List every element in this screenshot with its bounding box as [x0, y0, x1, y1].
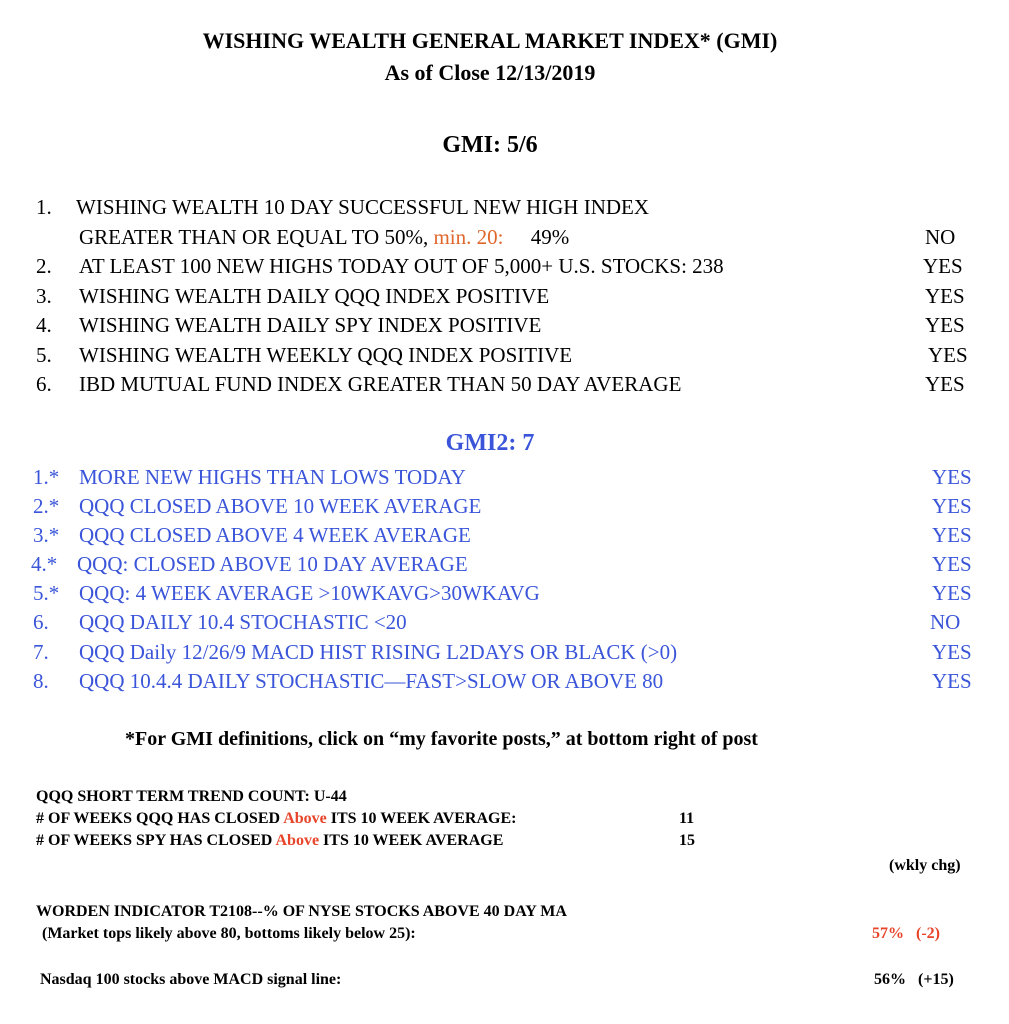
spy-weeks-label: # OF WEEKS SPY HAS CLOSED [36, 832, 273, 849]
gmi-item-1-num: 1. [36, 195, 52, 219]
gmi2-item-2-status: YES [932, 494, 972, 518]
gmi-item-4-status: YES [925, 313, 965, 337]
gmi-item-5-text: WISHING WEALTH WEEKLY QQQ INDEX POSITIVE [79, 343, 573, 367]
gmi2-item-4-text: QQQ: CLOSED ABOVE 10 DAY AVERAGE [77, 552, 468, 576]
nasdaq-macd-value [874, 971, 954, 989]
nasdaq-change: (+15) [918, 971, 954, 988]
gmi2-item-7-status: YES [932, 640, 972, 664]
gmi-item-3-num: 3. [36, 284, 52, 308]
gmi-item-6-status: YES [925, 372, 965, 396]
qqq-weeks-label-2: ITS 10 WEEK AVERAGE: [330, 810, 517, 827]
gmi-item-3-status: YES [925, 284, 965, 308]
qqq-weeks-line [36, 810, 516, 828]
gmi2-item-8-text: QQQ 10.4.4 DAILY STOCHASTIC—FAST>SLOW OR ABOVE 80 [79, 669, 664, 693]
weekly-change-header: (wkly chg) [889, 857, 961, 874]
worden-value [872, 925, 940, 943]
gmi2-item-6-status: NO [930, 610, 961, 634]
gmi2-item-3-num: 3.* [33, 523, 60, 547]
trend-count: QQQ SHORT TERM TREND COUNT: U-44 [36, 788, 347, 805]
nasdaq-percent: 56% [874, 971, 906, 988]
gmi-item-5-num: 5. [36, 343, 52, 367]
gmi-item-2-status: YES [923, 254, 963, 278]
gmi2-heading: GMI2: 7 [445, 430, 535, 456]
worden-indicator-note: (Market tops likely above 80, bottoms likely below 25): [42, 925, 416, 942]
gmi2-item-6-num: 6. [33, 610, 49, 634]
gmi2-item-4-status: YES [932, 552, 972, 576]
worden-percent: 57% [872, 925, 904, 942]
gmi2-item-2-num: 2.* [33, 494, 60, 518]
gmi-item-5-status: YES [928, 343, 968, 367]
gmi2-item-5-num: 5.* [33, 581, 60, 605]
qqq-weeks-label: # OF WEEKS QQQ HAS CLOSED [36, 810, 281, 827]
gmi2-item-7-text: QQQ Daily 12/26/9 MACD HIST RISING L2DAYS OR BLACK (>0) [79, 640, 678, 664]
gmi-item-1-min: min. 20: [433, 225, 504, 249]
gmi2-item-5-status: YES [932, 581, 972, 605]
worden-indicator-label: WORDEN INDICATOR T2108--% OF NYSE STOCKS ABOVE 40 DAY MA [36, 903, 567, 920]
gmi2-item-4-num: 4.* [31, 552, 58, 576]
gmi-item-1-text2 [79, 225, 569, 250]
nasdaq-macd-label: Nasdaq 100 stocks above MACD signal line: [40, 971, 342, 988]
spy-weeks-line [36, 832, 503, 850]
page-subtitle: As of Close 12/13/2019 [384, 60, 596, 85]
spy-weeks-label-2: ITS 10 WEEK AVERAGE [323, 832, 504, 849]
definitions-note: *For GMI definitions, click on “my favorite posts,” at bottom right of post [125, 728, 758, 750]
page-title: WISHING WEALTH GENERAL MARKET INDEX* (GMI) [202, 28, 778, 53]
gmi-item-4-num: 4. [36, 313, 52, 337]
gmi-item-6-num: 6. [36, 372, 52, 396]
gmi2-item-1-num: 1.* [33, 465, 60, 489]
gmi2-item-6-text: QQQ DAILY 10.4 STOCHASTIC <20 [79, 610, 407, 634]
gmi-item-6-text: IBD MUTUAL FUND INDEX GREATER THAN 50 DAY AVERAGE [79, 372, 682, 396]
gmi-item-4-text: WISHING WEALTH DAILY SPY INDEX POSITIVE [79, 313, 542, 337]
gmi2-item-3-text: QQQ CLOSED ABOVE 4 WEEK AVERAGE [79, 523, 471, 547]
gmi-item-2-text: AT LEAST 100 NEW HIGHS TODAY OUT OF 5,000+ U.S. STOCKS: 238 [79, 254, 724, 278]
gmi-item-1-value: 49% [530, 225, 570, 249]
gmi-item-1-text2-main: GREATER THAN OR EQUAL TO 50%, [79, 225, 429, 249]
gmi2-item-2-text: QQQ CLOSED ABOVE 10 WEEK AVERAGE [79, 494, 482, 518]
qqq-above-word: Above [283, 810, 327, 827]
qqq-weeks-value: 11 [679, 810, 695, 827]
gmi-item-1-text: WISHING WEALTH 10 DAY SUCCESSFUL NEW HIGH INDEX [76, 195, 650, 219]
gmi-item-1-status: NO [925, 225, 956, 249]
worden-change: (-2) [916, 925, 940, 942]
gmi2-item-1-text: MORE NEW HIGHS THAN LOWS TODAY [79, 465, 466, 489]
gmi2-item-7-num: 7. [33, 640, 49, 664]
gmi-item-3-text: WISHING WEALTH DAILY QQQ INDEX POSITIVE [79, 284, 550, 308]
gmi-heading: GMI: 5/6 [442, 132, 538, 158]
gmi2-item-3-status: YES [932, 523, 972, 547]
gmi2-item-1-status: YES [932, 465, 972, 489]
gmi-item-2-num: 2. [36, 254, 52, 278]
gmi2-item-5-text: QQQ: 4 WEEK AVERAGE >10WKAVG>30WKAVG [79, 581, 540, 605]
spy-weeks-value: 15 [679, 832, 695, 849]
gmi2-item-8-num: 8. [33, 669, 49, 693]
spy-above-word: Above [275, 832, 320, 849]
gmi2-item-8-status: YES [932, 669, 972, 693]
